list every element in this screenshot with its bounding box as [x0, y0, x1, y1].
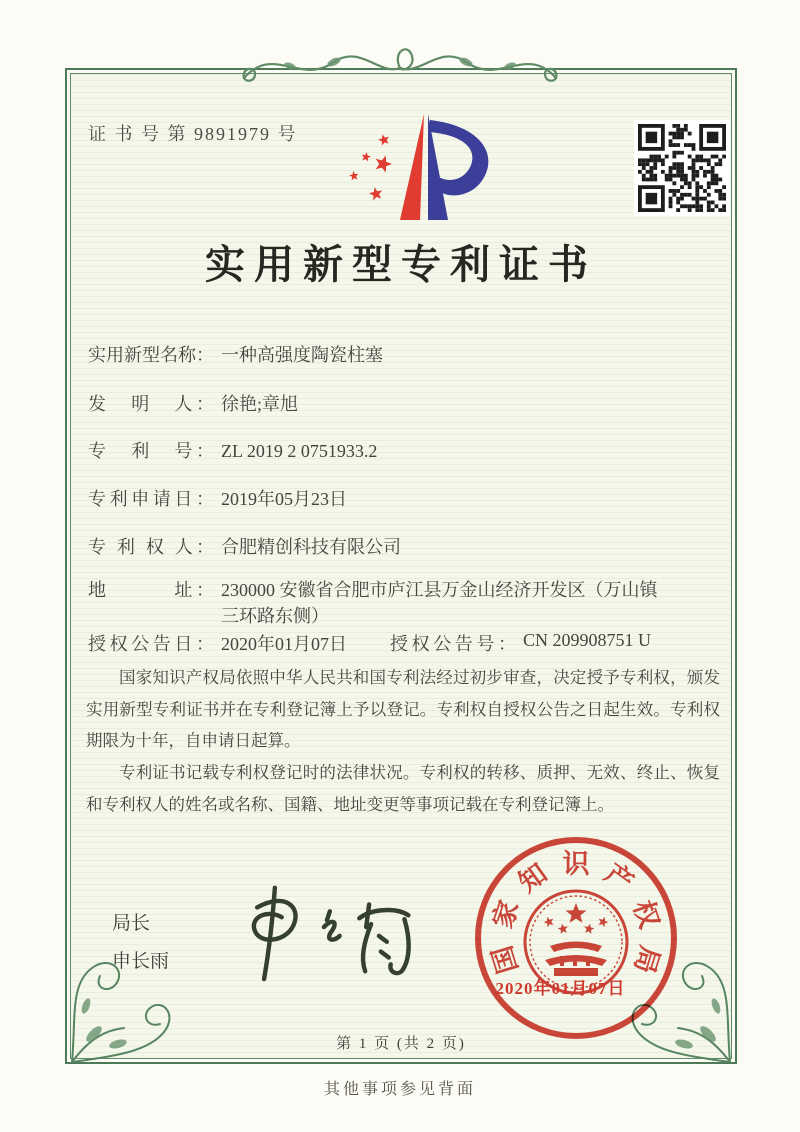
- handwritten-signature: [212, 876, 430, 984]
- field-label: 授权公告号：: [390, 634, 516, 654]
- field-utility-model-name: [88, 342, 716, 368]
- grant-row: [88, 630, 728, 656]
- field-value: 合肥精创科技有限公司: [221, 537, 401, 557]
- field-value: ZL 2019 2 0751933.2: [221, 441, 378, 461]
- field-application-date: [88, 486, 716, 512]
- qr-code-icon: [634, 120, 730, 216]
- seal-date: 2020年01月07日: [495, 979, 626, 998]
- field-grant-date: [88, 630, 390, 656]
- svg-text:产: 产: [599, 857, 639, 898]
- svg-text:局: 局: [628, 942, 666, 977]
- field-label: 授权公告日：: [88, 634, 214, 654]
- svg-text:国: 国: [486, 942, 524, 977]
- field-value: 2019年05月23日: [221, 489, 347, 509]
- field-value: 230000 安徽省合肥市庐江县万金山经济开发区（万山镇三环路东侧）: [221, 580, 658, 627]
- field-patent-number: [88, 438, 716, 464]
- field-value: 2020年01月07日: [221, 634, 347, 654]
- legal-paragraph-1: 国家知识产权局依照中华人民共和国专利法经过初步审查，决定授予专利权，颁发实用新型专利证书并在专利登记簿上予以登记。专利权自授权公告之日起生效。专利权期限为十年，自申请日起算。: [86, 668, 720, 751]
- field-label: 地 址：: [88, 580, 214, 600]
- certificate-number: 证 书 号 第 9891979 号: [88, 124, 298, 144]
- field-inventors: [88, 391, 716, 417]
- field-value: CN 209908751 U: [523, 630, 652, 650]
- certificate-title: 实用新型专利证书: [205, 242, 597, 287]
- page-number: 第 1 页 (共 2 页): [336, 1036, 466, 1052]
- cnipa-ip-logo-icon: [332, 104, 492, 232]
- field-label: 专 利 号：: [88, 441, 214, 461]
- field-label: 实用新型名称：: [88, 345, 214, 365]
- legal-text-block: [86, 662, 720, 820]
- field-address: [88, 577, 716, 629]
- svg-text:权: 权: [627, 896, 665, 932]
- field-label: 发 明 人：: [88, 394, 214, 414]
- cnipa-official-seal-icon: [470, 832, 682, 1044]
- field-grant-number: [390, 630, 651, 656]
- field-value: 徐艳;章旭: [221, 394, 299, 414]
- legal-paragraph-2: 专利证书记载专利权登记时的法律状况。专利权的转移、质押、无效、终止、恢复和专利权人的姓名或名称、国籍、地址变更等事项记载在专利登记簿上。: [86, 763, 720, 814]
- svg-text:家: 家: [487, 896, 525, 932]
- field-label: 专利申请日：: [88, 489, 214, 509]
- officer-title: 局长: [112, 913, 151, 934]
- svg-text:识: 识: [562, 849, 590, 879]
- field-value: 一种高强度陶瓷柱塞: [221, 345, 383, 365]
- officer-name: 申长雨: [112, 951, 170, 972]
- svg-text:知: 知: [513, 857, 553, 898]
- back-side-note: 其他事项参见背面: [323, 1081, 476, 1098]
- field-label: 专 利 权 人：: [88, 537, 214, 557]
- field-patentee: [88, 534, 716, 560]
